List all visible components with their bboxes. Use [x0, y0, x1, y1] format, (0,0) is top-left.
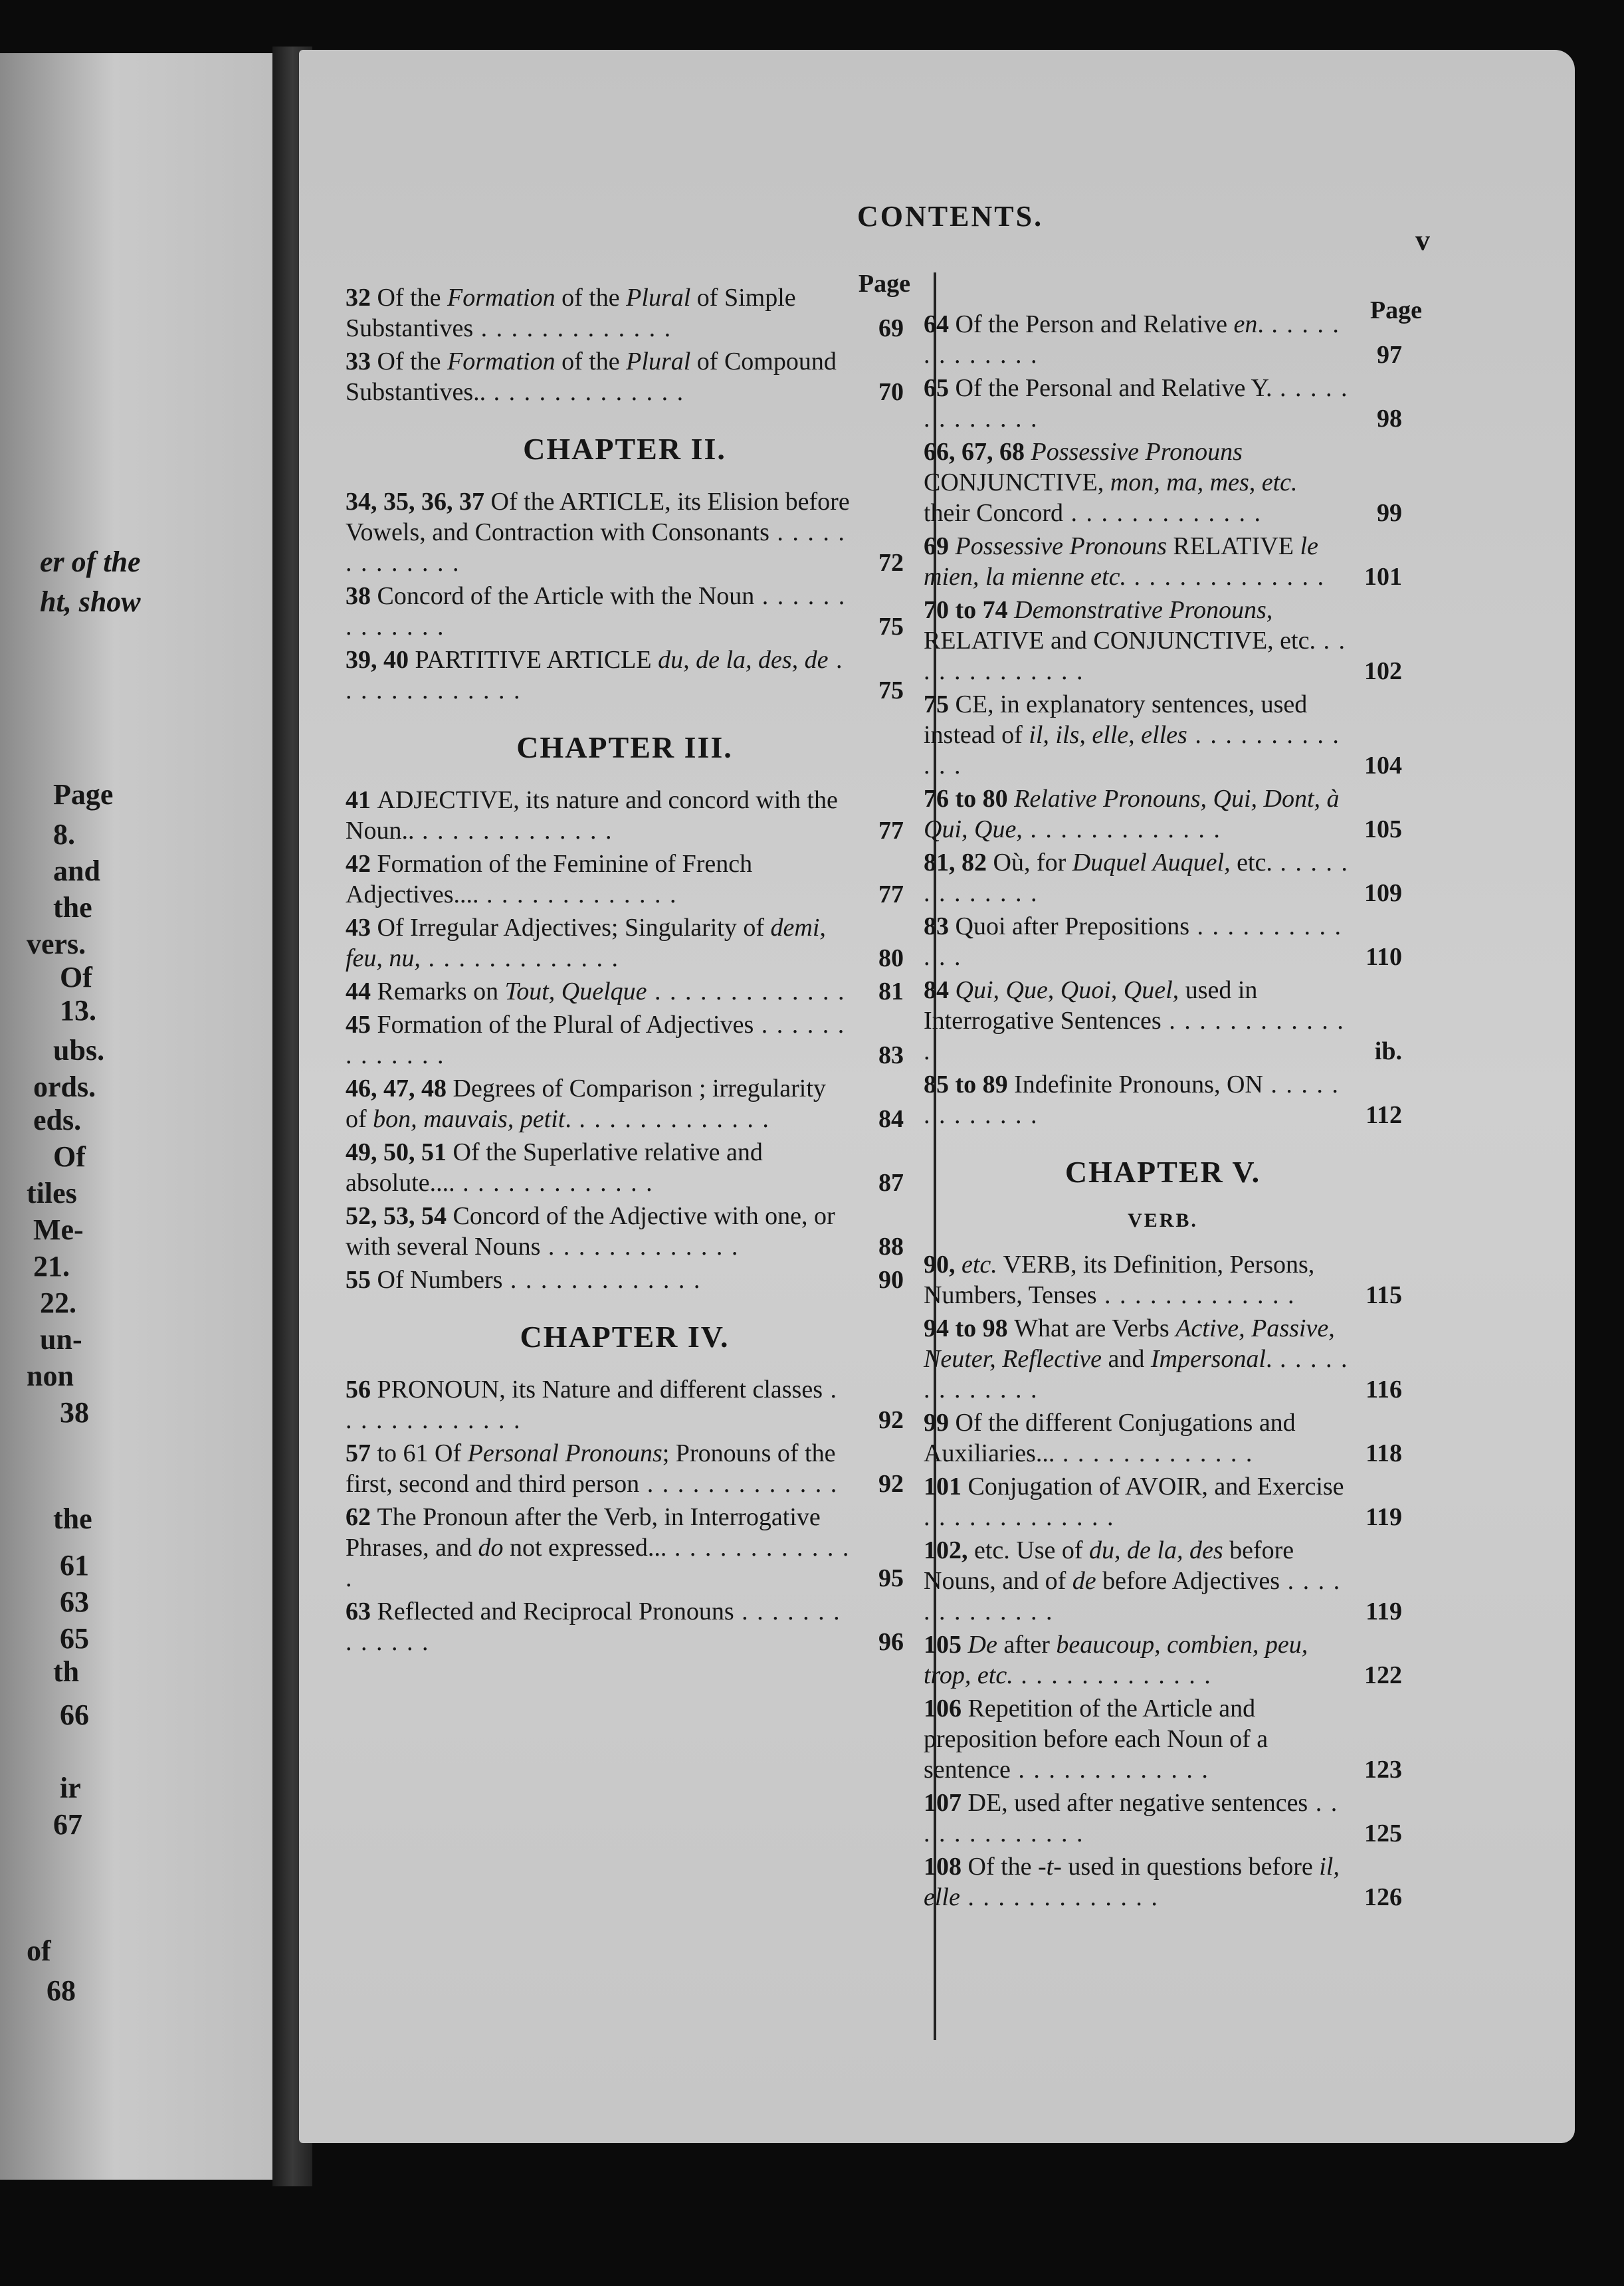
toc-entry [346, 645, 904, 706]
left-page-text-fragment: 66 [60, 1699, 89, 1731]
entry-title: De after beaucoup, combien, peu, trop, etc. . . . [924, 1631, 1308, 1689]
entry-title: Of the Person and Relative en. . . . [924, 310, 1340, 369]
entry-number: 84 [924, 976, 956, 1004]
entry-title: Reflected and Reciprocal Pronouns . . . [346, 1598, 841, 1656]
left-page-text-fragment: non [27, 1360, 74, 1392]
entry-page: 84 [878, 1105, 904, 1133]
entry-title: Qui, Que, Quoi, Quel, used in Interrogative Sentences . . . [924, 976, 1345, 1065]
left-page-text-fragment: Of [60, 961, 92, 993]
toc-entry [924, 1069, 1402, 1130]
entry-number: 94 to 98 [924, 1314, 1015, 1342]
entry-number: 32 [346, 284, 377, 312]
entry-page: 77 [878, 817, 904, 845]
entry-title: etc. Use of du, de la, des before Nouns, and of de before Adjectives . . . [924, 1536, 1341, 1625]
toc-entry [924, 911, 1402, 972]
left-page-text-fragment: ubs. [53, 1034, 105, 1067]
entry-page: 116 [1366, 1376, 1402, 1403]
entry-number: 56 [346, 1376, 377, 1403]
entry-title: PARTITIVE ARTICLE du, de la, des, de . . . [346, 646, 844, 704]
entry-page: 109 [1364, 879, 1402, 907]
entry-title: to 61 Of Personal Pronouns; Pronouns of the first, second and third person . . . [346, 1439, 838, 1498]
toc-entry [346, 1374, 904, 1435]
page-header: Page [1370, 296, 1422, 324]
left-page-text-fragment: vers. [27, 928, 86, 960]
entry-page: 122 [1364, 1661, 1402, 1689]
entry-title: What are Verbs Active, Passive, Neuter, Reflective and Impersonal. . . . [924, 1314, 1348, 1403]
left-page-text-fragment: tiles [27, 1177, 77, 1209]
entry-number: 41 [346, 786, 377, 814]
entry-title: CE, in explanatory sentences, used instead of il, ils, elle, elles . . . [924, 690, 1340, 779]
toc-entry [346, 1201, 904, 1262]
entry-number: 105 [924, 1631, 968, 1659]
left-page-text-fragment: Page [53, 778, 114, 811]
entry-number: 49, 50, 51 [346, 1138, 453, 1166]
left-page-text-fragment: of [27, 1934, 51, 1967]
left-page-text-fragment: 63 [60, 1586, 89, 1618]
entry-number: 57 [346, 1439, 377, 1467]
entry-number: 107 [924, 1789, 968, 1817]
entry-number: 63 [346, 1598, 377, 1625]
entry-number: 70 to 74 [924, 596, 1015, 624]
toc-entry [346, 849, 904, 910]
entry-page: 80 [878, 944, 904, 972]
entry-title: Où, for Duquel Auquel, etc. . . . [924, 849, 1349, 907]
left-page-text-fragment: ords. [33, 1071, 96, 1103]
toc-entry [346, 1009, 904, 1071]
toc-entry [924, 1693, 1402, 1785]
left-page-text-fragment: and [53, 855, 100, 887]
section-subheading: VERB. [1128, 1209, 1198, 1231]
entry-number: 46, 47, 48 [346, 1075, 453, 1102]
entry-title: Of the ARTICLE, its Elision before Vowels, and Contraction with Consonants . . . [346, 488, 850, 577]
entries-list [924, 309, 1402, 1915]
entry-page: 110 [1366, 943, 1402, 971]
toc-entry [924, 1851, 1402, 1913]
entry-page: 92 [878, 1470, 904, 1498]
left-page-text-fragment: 68 [47, 1974, 76, 2007]
entry-number: 38 [346, 582, 377, 610]
entry-number: 75 [924, 690, 956, 718]
left-page-text-fragment: un- [40, 1323, 82, 1356]
entry-page: 81 [878, 978, 904, 1005]
entry-page: ib. [1374, 1037, 1402, 1065]
entry-number: 33 [346, 348, 377, 375]
entry-page: 104 [1364, 752, 1402, 779]
toc-entry [346, 976, 904, 1007]
entry-page: 77 [878, 881, 904, 908]
entry-page: 83 [878, 1041, 904, 1069]
entry-title: Of the different Conjugations and Auxiliaries... . . . [924, 1409, 1296, 1467]
entry-page: 126 [1364, 1883, 1402, 1911]
entry-page: 75 [878, 676, 904, 704]
entry-number: 44 [346, 978, 377, 1005]
entry-page: 119 [1366, 1503, 1402, 1531]
toc-entry [346, 1502, 904, 1594]
entry-page: 98 [1377, 405, 1402, 433]
entry-number: 69 [924, 532, 956, 560]
chapter-heading: CHAPTER V. [1065, 1155, 1261, 1189]
toc-entry [924, 531, 1402, 592]
entry-page: 97 [1377, 341, 1402, 369]
entry-page: 70 [878, 378, 904, 406]
entries-list [346, 282, 904, 1660]
entry-title: Repetition of the Article and preposition before each Noun of a sentence . . . [924, 1695, 1268, 1784]
entry-number: 62 [346, 1503, 377, 1531]
toc-entry [924, 1535, 1402, 1627]
entry-number: 34, 35, 36, 37 [346, 488, 491, 516]
toc-entry [346, 282, 904, 344]
entry-number: 39, 40 [346, 646, 415, 674]
toc-entry [346, 1137, 904, 1198]
entry-page: 123 [1364, 1756, 1402, 1784]
entry-number: 65 [924, 374, 956, 402]
entry-title: Possessive Pronouns RELATIVE le mien, la mienne etc. . . . [924, 532, 1325, 591]
toc-entry [924, 975, 1402, 1067]
toc-entry [924, 595, 1402, 686]
toc-entry [924, 1471, 1402, 1532]
entry-page: 96 [878, 1628, 904, 1656]
entry-title: ADJECTIVE, its nature and concord with the Noun.. . . . [346, 786, 838, 845]
entry-number: 55 [346, 1266, 377, 1294]
entry-title: Of the Personal and Relative Y. . . . [924, 374, 1349, 433]
left-page-text-fragment: 8. [53, 818, 75, 851]
entry-title: The Pronoun after the Verb, in Interrogative Phrases, and do not expressed... . . . [346, 1503, 850, 1592]
entry-page: 69 [878, 314, 904, 342]
entry-number: 42 [346, 850, 377, 878]
left-page-text-fragment: 21. [33, 1250, 70, 1283]
entry-number: 66, 67, 68 [924, 438, 1031, 466]
entry-number: 99 [924, 1409, 956, 1437]
entry-title: Remarks on Tout, Quelque . . . [377, 978, 846, 1005]
entry-title: Of the Formation of the Plural of Compound Substantives.. . . . [346, 348, 837, 406]
toc-entry [346, 912, 904, 974]
toc-entry [346, 581, 904, 642]
toc-entry [924, 783, 1402, 845]
entry-title: Relative Pronouns, Qui, Dont, à Qui, Que, . . . [924, 785, 1340, 843]
entry-title: etc. VERB, its Definition, Persons, Numbers, Tenses . . . [924, 1251, 1314, 1309]
toc-entry [924, 1629, 1402, 1691]
entry-page: 101 [1364, 563, 1402, 591]
entry-number: 45 [346, 1011, 377, 1039]
entry-title: Indefinite Pronouns, ON . . . [924, 1071, 1340, 1129]
entry-number: 90, [924, 1251, 962, 1279]
entry-number: 101 [924, 1473, 968, 1501]
left-page-text-fragment: 13. [60, 994, 96, 1027]
entry-title: Demonstrative Pronouns, RELATIVE and CONJUNCTIVE, etc. . . . [924, 596, 1346, 685]
entry-number: 85 to 89 [924, 1071, 1015, 1098]
toc-entry [346, 346, 904, 407]
left-page-text-fragment: eds. [33, 1104, 82, 1136]
left-page-text-fragment: Of [53, 1140, 86, 1173]
entry-number: 106 [924, 1695, 968, 1722]
left-page-text-fragment: 65 [60, 1622, 89, 1655]
entry-number: 64 [924, 310, 956, 338]
entry-title: Quoi after Prepositions . . . [924, 912, 1342, 971]
toc-entry [346, 486, 904, 578]
entry-page: 105 [1364, 815, 1402, 843]
entry-page: 119 [1366, 1598, 1402, 1625]
left-page-text-fragment: 38 [60, 1396, 89, 1429]
running-head: CONTENTS. [857, 200, 1044, 233]
page-number: v [1415, 224, 1430, 257]
entry-page: 112 [1366, 1101, 1402, 1129]
left-page-text-fragment: the [53, 891, 92, 924]
entry-number: 102, [924, 1536, 974, 1564]
toc-entry [924, 689, 1402, 781]
entry-number: 83 [924, 912, 956, 940]
entry-page: 88 [878, 1233, 904, 1261]
entry-page: 95 [878, 1564, 904, 1592]
chapter-heading: CHAPTER III. [516, 730, 733, 764]
entry-page: 72 [878, 549, 904, 577]
entry-title: Of the -t- used in questions before il, elle . . . [924, 1853, 1340, 1911]
toc-entry [924, 373, 1402, 434]
entry-title: Concord of the Adjective with one, or with several Nouns . . . [346, 1202, 835, 1261]
left-page-text-fragment: the [53, 1503, 92, 1535]
entry-number: 108 [924, 1853, 968, 1881]
entry-number: 52, 53, 54 [346, 1202, 453, 1230]
entry-title: Of the Formation of the Plural of Simple Substantives . . . [346, 284, 796, 342]
chapter-heading: CHAPTER IV. [520, 1320, 730, 1354]
left-page-text-fragment: 61 [60, 1549, 89, 1582]
toc-entry [346, 785, 904, 846]
page-header: Page [858, 270, 910, 298]
entry-title: Possessive Pronouns CONJUNCTIVE, mon, ma, mes, etc. their Concord . . . [924, 438, 1298, 527]
entry-title: Formation of the Plural of Adjectives . . . [346, 1011, 845, 1069]
entry-title: Conjugation of AVOIR, and Exercise . . . [924, 1473, 1344, 1531]
left-page-text-fragment: ir [60, 1772, 81, 1804]
entry-page: 90 [878, 1266, 904, 1294]
toc-entry [346, 1596, 904, 1657]
entry-page: 92 [878, 1406, 904, 1434]
entry-page: 87 [878, 1169, 904, 1197]
left-page-text-fragment: 67 [53, 1808, 82, 1841]
entry-page: 115 [1366, 1281, 1402, 1309]
toc-entry [924, 1313, 1402, 1405]
toc-entry [346, 1438, 904, 1499]
left-page-text-fragment: er of the [40, 546, 141, 578]
left-page-text-fragment: 22. [40, 1287, 76, 1319]
entry-title: PRONOUN, its Nature and different classes . . . [346, 1376, 838, 1434]
toc-entry [924, 309, 1402, 370]
entry-number: 76 to 80 [924, 785, 1015, 813]
entry-title: DE, used after negative sentences . . . [924, 1789, 1338, 1847]
entry-page: 99 [1377, 499, 1402, 527]
entry-page: 118 [1366, 1439, 1402, 1467]
entry-page: 102 [1364, 657, 1402, 685]
toc-entry [924, 437, 1402, 528]
chapter-heading: CHAPTER II. [523, 432, 726, 466]
entry-title: Of Irregular Adjectives; Singularity of demi, feu, nu, . . . [346, 914, 826, 972]
left-page-text-fragment: th [53, 1655, 80, 1688]
toc-entry [346, 1265, 904, 1295]
entry-title: Degrees of Comparison ; irregularity of bon, mauvais, petit. . . . [346, 1075, 826, 1133]
toc-entry [924, 1249, 1402, 1310]
toc-entry [924, 1407, 1402, 1469]
entry-number: 81, 82 [924, 849, 993, 877]
entry-title: Formation of the Feminine of French Adjectives.... . . . [346, 850, 752, 908]
entry-page: 75 [878, 613, 904, 641]
entry-title: Of Numbers . . . [377, 1266, 702, 1294]
left-page-text-fragment: ht, show [40, 585, 141, 618]
entry-title: Concord of the Article with the Noun . . . [346, 582, 846, 641]
toc-entry [924, 1788, 1402, 1849]
toc-entry [924, 847, 1402, 908]
entry-page: 125 [1364, 1819, 1402, 1847]
entry-number: 43 [346, 914, 377, 942]
left-page-text-fragment: Me- [33, 1213, 84, 1246]
entry-title: Of the Superlative relative and absolute.... . . . [346, 1138, 763, 1197]
toc-entry [346, 1073, 904, 1134]
